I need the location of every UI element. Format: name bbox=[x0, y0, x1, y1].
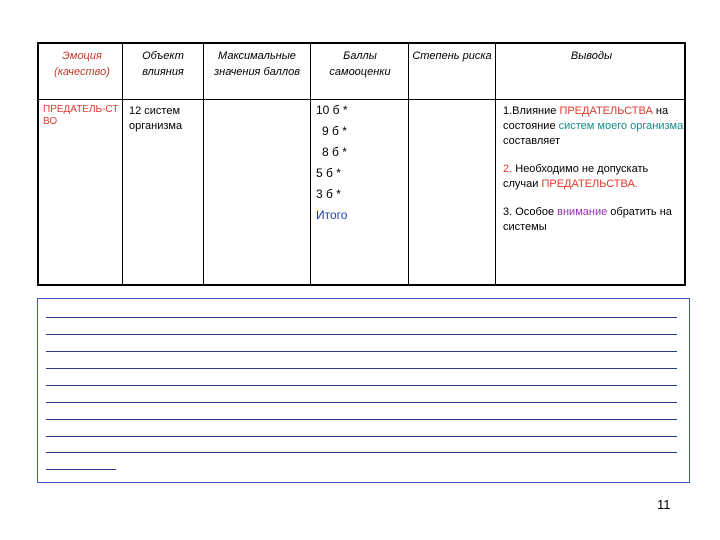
header-max-values: Максимальные значения баллов bbox=[214, 50, 300, 78]
writing-line bbox=[46, 368, 677, 369]
column-divider bbox=[122, 44, 123, 284]
writing-line bbox=[46, 334, 677, 335]
conclusion-1-end: составляет bbox=[503, 135, 561, 147]
writing-line bbox=[46, 317, 677, 318]
conclusion-2-keyword: ПРЕДАТЕЛЬСТВА. bbox=[541, 178, 638, 190]
conclusion-1 bbox=[503, 104, 685, 149]
notes-box[interactable] bbox=[37, 298, 690, 483]
page-number: 11 bbox=[657, 497, 671, 512]
column-divider bbox=[495, 44, 496, 284]
writing-line bbox=[46, 351, 677, 352]
writing-line bbox=[46, 436, 677, 437]
column-divider bbox=[408, 44, 409, 284]
conclusion-3-keyword: внимание bbox=[557, 206, 608, 218]
conclusions-cell bbox=[503, 104, 685, 235]
header-self-scores: Баллы самооценки bbox=[329, 50, 391, 78]
header-conclusions: Выводы bbox=[570, 50, 613, 62]
column-divider bbox=[203, 44, 204, 284]
header-object: Объект влияния bbox=[142, 50, 184, 78]
writing-line bbox=[46, 402, 677, 403]
column-divider bbox=[310, 44, 311, 284]
score-line: 9 б * bbox=[322, 124, 347, 138]
conclusion-1-mid: на состояние bbox=[503, 105, 669, 132]
score-line: 8 б * bbox=[322, 145, 347, 159]
header-emotion: Эмоция (качество) bbox=[54, 50, 110, 78]
conclusion-3-prefix: 3. Особое bbox=[503, 206, 558, 218]
writing-line bbox=[46, 385, 677, 386]
total-label: Итого bbox=[316, 208, 348, 222]
conclusion-2-number: 2. bbox=[503, 163, 513, 175]
score-line: 3 б * bbox=[316, 187, 341, 201]
conclusion-2 bbox=[503, 162, 685, 192]
writing-line-short bbox=[46, 469, 116, 470]
conclusion-1-systems: систем моего организма bbox=[558, 120, 684, 132]
header-risk: Степень риска bbox=[412, 50, 492, 62]
writing-line bbox=[46, 419, 677, 420]
score-line: 10 б * bbox=[316, 103, 348, 117]
conclusion-3 bbox=[503, 205, 685, 235]
score-line: 5 б * bbox=[316, 166, 341, 180]
conclusion-3-end: обратить на системы bbox=[503, 206, 672, 233]
conclusion-2-text: Необходимо не допускать случаи bbox=[503, 163, 649, 190]
scores-cell bbox=[316, 100, 406, 226]
conclusion-1-keyword: ПРЕДАТЕЛЬСТВА bbox=[559, 105, 653, 117]
object-cell: 12 систем организма bbox=[129, 105, 183, 132]
emotion-cell: ПРЕДАТЕЛЬ-СТВО bbox=[43, 104, 119, 127]
writing-line bbox=[46, 452, 677, 453]
conclusion-1-prefix: 1.Влияние bbox=[503, 105, 560, 117]
assessment-table bbox=[37, 42, 686, 286]
